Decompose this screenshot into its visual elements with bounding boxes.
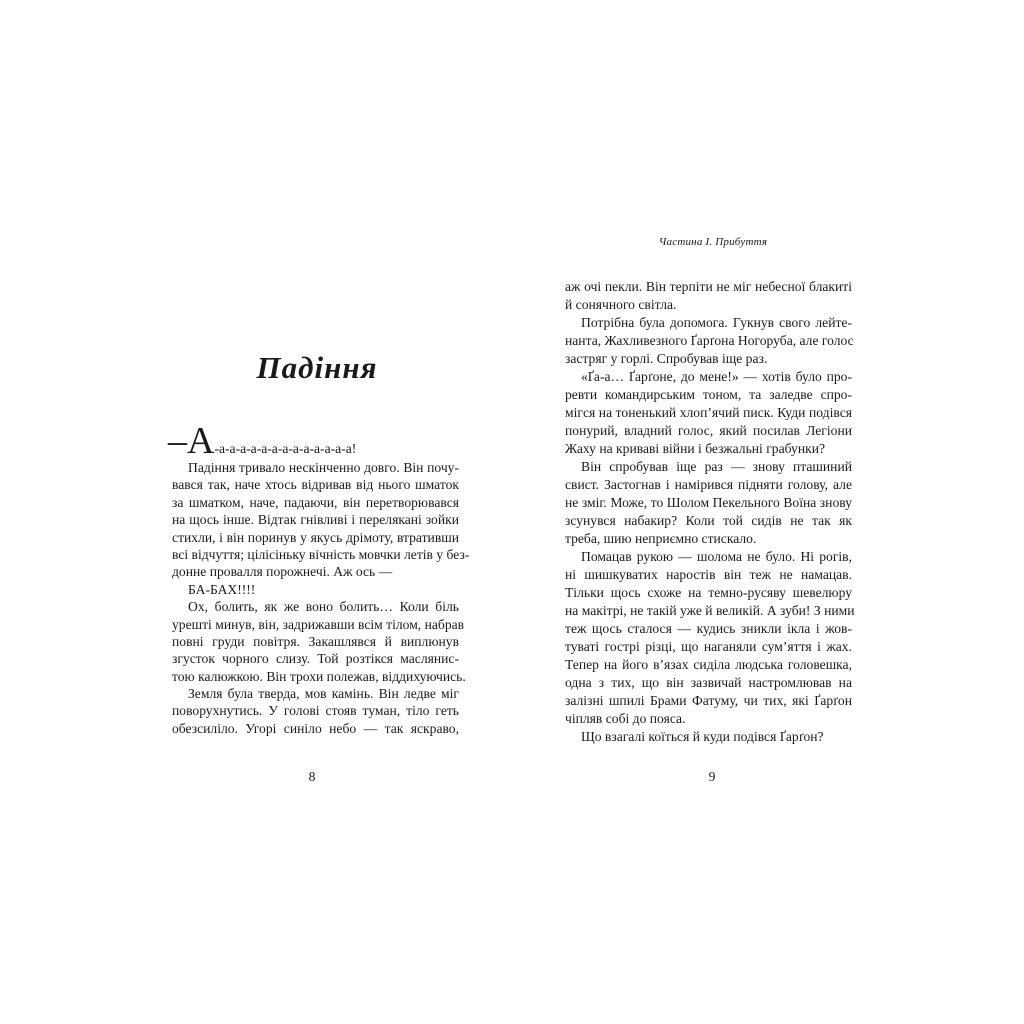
text-line: донне провалля порожнечі. Аж ось —: [172, 564, 393, 580]
paragraph: [565, 548, 855, 728]
text-line: Тільки щось схоже на темно-русяву шевелюру: [565, 585, 852, 600]
running-header: Частина І. Прибуття: [658, 236, 768, 248]
text-line: зсунувся набакир? Коли той сидів не так як: [565, 513, 852, 528]
text-line: за шматком, наче, падаючи, він перетворювався: [172, 494, 459, 510]
text-line: стихли, і він поринув у якусь дрімоту, втративши: [172, 529, 459, 545]
text-line: понурий, владний голос, який посилав Легіони: [565, 423, 852, 438]
paragraph: [172, 598, 466, 685]
text-line: поворухнутись. У голові стояв туман, тіло геть: [172, 703, 459, 719]
text-line: на щось інше. Відтак гнівливі і перелякані зойки: [172, 512, 459, 528]
text-line: треба, шию неприємно стискало.: [565, 531, 757, 546]
page-number: 8: [308, 769, 316, 784]
text-line: чіпляв собі до пояса.: [565, 711, 686, 726]
text-line: тою калюжкою. Він трохи полежав, віддихуючись.: [172, 668, 466, 684]
paragraph: [565, 458, 852, 548]
text-line: Тепер на його в’язах сиділа людська головешка,: [565, 657, 852, 672]
text-line: всі відчуття; цілісіньку вічність мовчки летів у без-: [172, 546, 470, 562]
right-body-text: [565, 278, 855, 746]
text-line: вався так, наче хтось відривав від нього шматок: [172, 477, 459, 493]
text-line: ревти командирським тоном, та заледве спро-: [565, 387, 852, 402]
paragraph: [565, 368, 852, 458]
opening-line-rest: -а-а-а-а-а-а-а-а-а-а-а-а-а!: [214, 441, 357, 456]
text-line: свист. Застогнав і намірився підняти голову, але: [565, 477, 852, 492]
text-line: Помацав рукою — шолома не було. Ні рогів,: [581, 549, 852, 564]
text-line: Ох, болить, як же воно болить… Коли біль: [188, 599, 459, 615]
text-line: повні груди повітря. Закашлявся й виплюнув: [172, 633, 459, 649]
text-line: Земля була тверда, мов камінь. Він ледве міг: [188, 686, 459, 702]
left-body-text: [172, 459, 470, 737]
page-number: 9: [708, 769, 716, 784]
text-line: згусток чорного слизу. Той розтікся маслянис-: [172, 651, 459, 667]
text-line: Падіння тривало нескінченно довго. Він почу-: [188, 460, 459, 475]
text-line: й сонячного світла.: [565, 297, 677, 312]
text-line: мігся на тоненький хлоп’ячий писк. Куди подівся: [565, 405, 852, 420]
paragraph: [565, 728, 852, 746]
text-line: Він спробував іще раз — знову пташиний: [581, 459, 852, 474]
text-line: «Ґа-а… Ґарґоне, до мене!» — хотів було про-: [581, 369, 852, 384]
text-line: не зміг. Може, то Шолом Пекельного Воїна знову: [565, 495, 852, 510]
text-line: одна з тих, що він зазвичай настромлював на: [565, 675, 852, 690]
text-line: обезсиліло. Угорі синіло небо — так яскраво,: [172, 720, 459, 736]
text-line: застряг у горлі. Спробував іще раз.: [565, 351, 768, 366]
text-line: на макітрі, не такій уже й великій. А зуби! З ними: [565, 603, 855, 618]
drop-cap: –А: [168, 420, 215, 462]
text-line: аж очі пекли. Він терпіти не міг небесної блакиті: [565, 279, 852, 294]
opening-line: [168, 420, 357, 462]
paragraph: [565, 314, 852, 368]
paragraph: [565, 278, 852, 314]
text-line: нанта, Жахливезного Ґарґона Ногоруба, але голос: [565, 333, 854, 348]
paragraph: [172, 581, 459, 598]
text-line: ні шишкуватих наростів він теж не намацав.: [565, 567, 852, 582]
text-line: урешті минув, він, задрижавши всім тілом, набрав: [172, 616, 465, 632]
text-line: Що взагалі коїться й куди подівся Ґарґон?: [581, 729, 824, 744]
text-line: залізні шпилі Брами Фатуму, чи тих, які Ґарґон: [565, 693, 852, 708]
text-line: теж щось сталося — кудись зникли ікла і жов-: [565, 621, 852, 636]
text-line: Жаху на криваві війни і безжальні грабунки?: [565, 441, 826, 456]
chapter-title: Падіння: [256, 350, 378, 385]
text-line: туваті гострі різці, що наганяли сум’яття і жах.: [565, 639, 852, 654]
paragraph: [172, 685, 459, 737]
text-line: Потрібна була допомога. Гукнув свого лейте-: [581, 315, 852, 330]
text-line: БА-БАХ!!!!: [188, 581, 256, 597]
paragraph: [172, 459, 470, 581]
